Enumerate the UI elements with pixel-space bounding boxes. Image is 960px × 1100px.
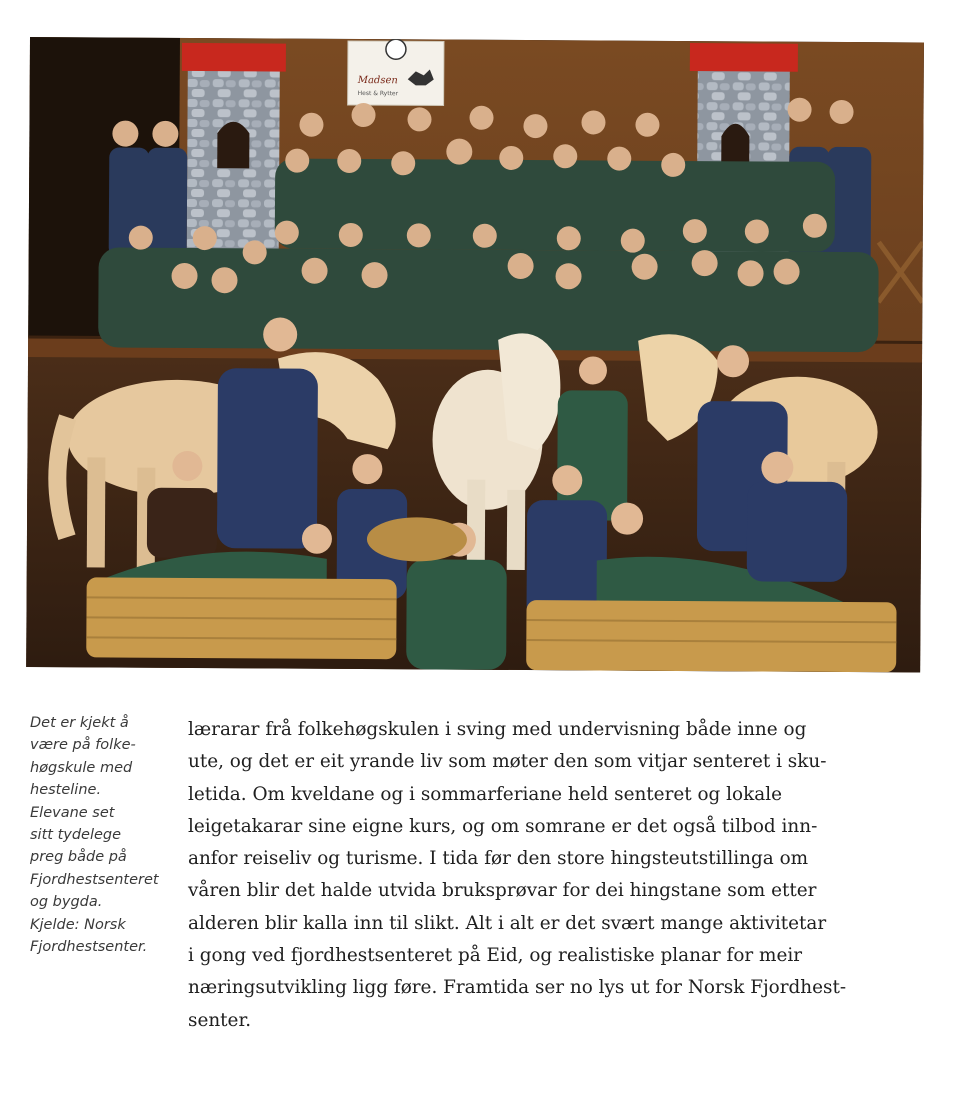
body-paragraph xyxy=(188,714,928,1037)
sign-text: Madsen xyxy=(357,75,398,87)
body-line: næringsutvikling ligg føre. Framtida ser no lys ut for Norsk Fjordhest- xyxy=(188,977,847,999)
body-line: lærarar frå folkehøgskulen i sving med undervisning både inne og xyxy=(188,719,807,740)
body-line: våren blir det halde utvida bruksprøvar for dei hingstane som etter xyxy=(188,880,817,902)
group-photo xyxy=(26,37,924,672)
body-line: i gong ved fjordhestsenteret på Eid, og realistiske planar for meir xyxy=(188,945,803,967)
body-line: senter. xyxy=(188,1009,252,1031)
clock-icon xyxy=(386,39,406,59)
castle-tower-left xyxy=(181,43,286,259)
caption-line: være på folke- xyxy=(30,737,136,754)
body-line: alderen blir kalla inn til slikt. Alt i alt er det svært mange aktivitetar xyxy=(188,912,827,934)
caption-line: Elevane set xyxy=(30,804,115,821)
hay-bale-left xyxy=(86,577,396,659)
caption-line: høgskule med xyxy=(30,759,133,776)
caption-line: preg både på xyxy=(30,849,127,866)
arena-sign xyxy=(348,39,444,106)
caption-line: hesteline. xyxy=(30,782,102,799)
body-line: letida. Om kveldane og i sommarferiane held senteret og lokale xyxy=(188,783,782,805)
group-photo-illustration xyxy=(26,37,924,672)
caption-line: sitt tydelege xyxy=(30,827,122,844)
caption-line: Det er kjekt å xyxy=(30,715,129,731)
body-line: ute, og det er eit yrande liv som møter den som vitjar senteret i sku- xyxy=(188,751,827,773)
caption-line: Fjordhestsenter. xyxy=(30,939,148,956)
body-line: leigetakarar sine eigne kurs, og om somrane er det også tilbod inn- xyxy=(188,815,818,837)
body-line: anfor reiseliv og turisme. I tida før den store hingsteutstillinga om xyxy=(188,848,809,870)
caption-line: og bygda. xyxy=(30,894,103,911)
hay-bale-right xyxy=(526,600,896,672)
caption-line: Fjordhestsenteret xyxy=(30,871,159,888)
sign-subtext: Hest & Rytter xyxy=(357,90,399,98)
photo-caption xyxy=(30,712,170,958)
caption-line: Kjelde: Norsk xyxy=(30,916,126,933)
